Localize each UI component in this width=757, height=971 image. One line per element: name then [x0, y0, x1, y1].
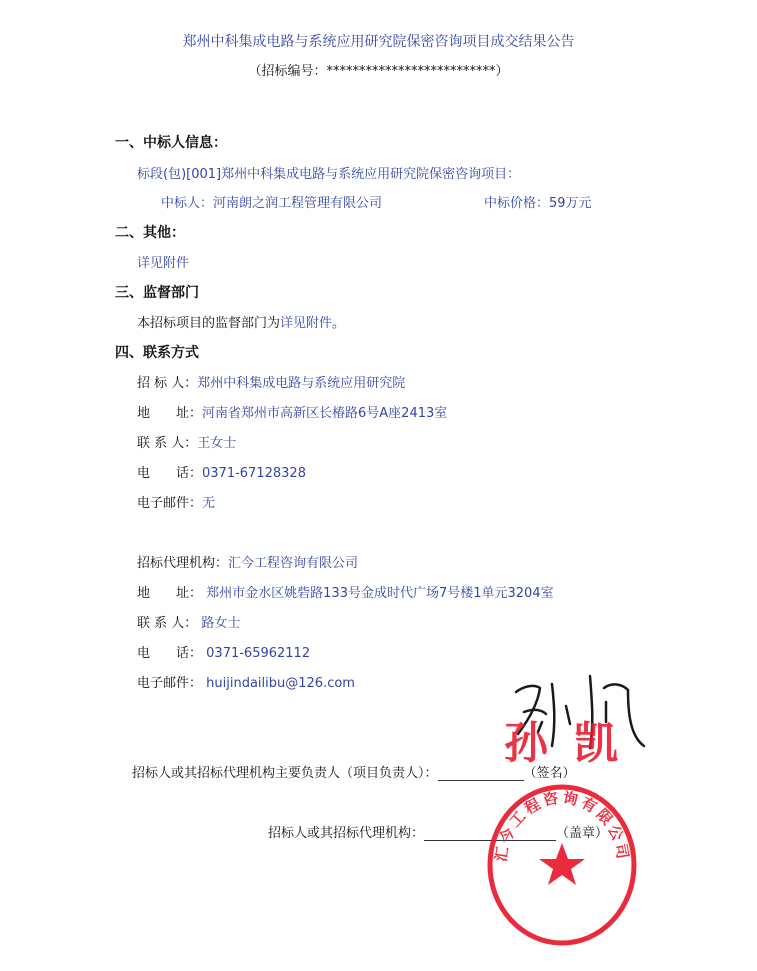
tenderer-contact-row: [137, 432, 236, 451]
price-row: [484, 192, 592, 211]
page-title: 郑州中科集成电路与系统应用研究院保密咨询项目成交结果公告: [182, 34, 575, 50]
seal-note: （盖章）: [556, 826, 609, 841]
price-label: 中标价格：: [484, 196, 550, 211]
field-label: 联 系 人：: [137, 436, 198, 451]
agency-phone-row: [137, 642, 310, 661]
field-label: 联 系 人：: [137, 616, 198, 631]
field-value: 路女士: [201, 616, 241, 631]
supervision-link: 详见附件: [280, 316, 333, 331]
agency-seal-label: 招标人或其招标代理机构：: [268, 826, 425, 841]
sign-note: （签名）: [523, 766, 576, 781]
supervision-text: [137, 312, 345, 331]
tenderer-name-row: [137, 372, 405, 391]
field-label: 地 址：: [137, 406, 203, 421]
svg-text:凯: 凯: [574, 718, 618, 769]
stamp-star-icon: [539, 843, 585, 885]
agency-name-row: [137, 552, 358, 571]
agency-email-row: [137, 672, 355, 691]
field-value: 郑州中科集成电路与系统应用研究院: [197, 376, 406, 391]
field-value: 0371-67128328: [202, 466, 306, 481]
field-label: 招标代理机构：: [137, 556, 229, 571]
agency-address-row: [137, 582, 554, 601]
lot-line: 标段(包)[001]郑州中科集成电路与系统应用研究院保密咨询项目：: [137, 167, 521, 182]
stamp-text: 汇今工程咨询有限公司: [491, 788, 633, 864]
field-label: 地 址：: [137, 586, 203, 601]
tender-number: （招标编号：**************************）: [248, 64, 509, 79]
section-other-heading: 二、其他：: [115, 225, 185, 241]
section-winner-heading: 一、中标人信息：: [115, 135, 227, 151]
winner-label: 中标人：: [161, 196, 214, 211]
field-value: huijindailibu@126.com: [206, 676, 355, 691]
field-label: 电 话：: [137, 466, 203, 481]
supervision-suffix: 。: [332, 316, 346, 331]
field-label: 招 标 人：: [137, 376, 198, 391]
section-supervision-heading: 三、监督部门: [115, 285, 199, 301]
field-value: 河南省郑州市高新区长椿路6号A座2413室: [202, 406, 448, 421]
field-label: 电子邮件：: [137, 676, 203, 691]
company-stamp: [484, 777, 640, 947]
tenderer-phone-row: [137, 462, 306, 481]
tenderer-email-row: [137, 492, 215, 511]
field-value: 汇今工程咨询有限公司: [228, 556, 359, 571]
winner-row: [161, 192, 382, 211]
section-contact-heading: 四、联系方式: [115, 345, 199, 361]
winner-value: 河南朗之润工程管理有限公司: [213, 196, 383, 211]
field-value: 王女士: [197, 436, 237, 451]
field-label: 电 话：: [137, 646, 203, 661]
agency-contact-row: [137, 612, 240, 631]
other-text: 详见附件: [137, 256, 190, 271]
field-value: 无: [202, 496, 216, 511]
field-label: 电子邮件：: [137, 496, 203, 511]
supervision-prefix: 本招标项目的监督部门为: [137, 316, 281, 331]
tenderer-address-row: [137, 402, 447, 421]
svg-text:孙: 孙: [504, 718, 548, 769]
responsible-label: 招标人或其招标代理机构主要负责人（项目负责人）：: [132, 766, 438, 781]
field-value: 郑州市金水区姚砦路133号金成时代广场7号楼1单元3204室: [206, 586, 554, 601]
price-value: 59万元: [549, 196, 592, 211]
field-value: 0371-65962112: [206, 646, 311, 661]
